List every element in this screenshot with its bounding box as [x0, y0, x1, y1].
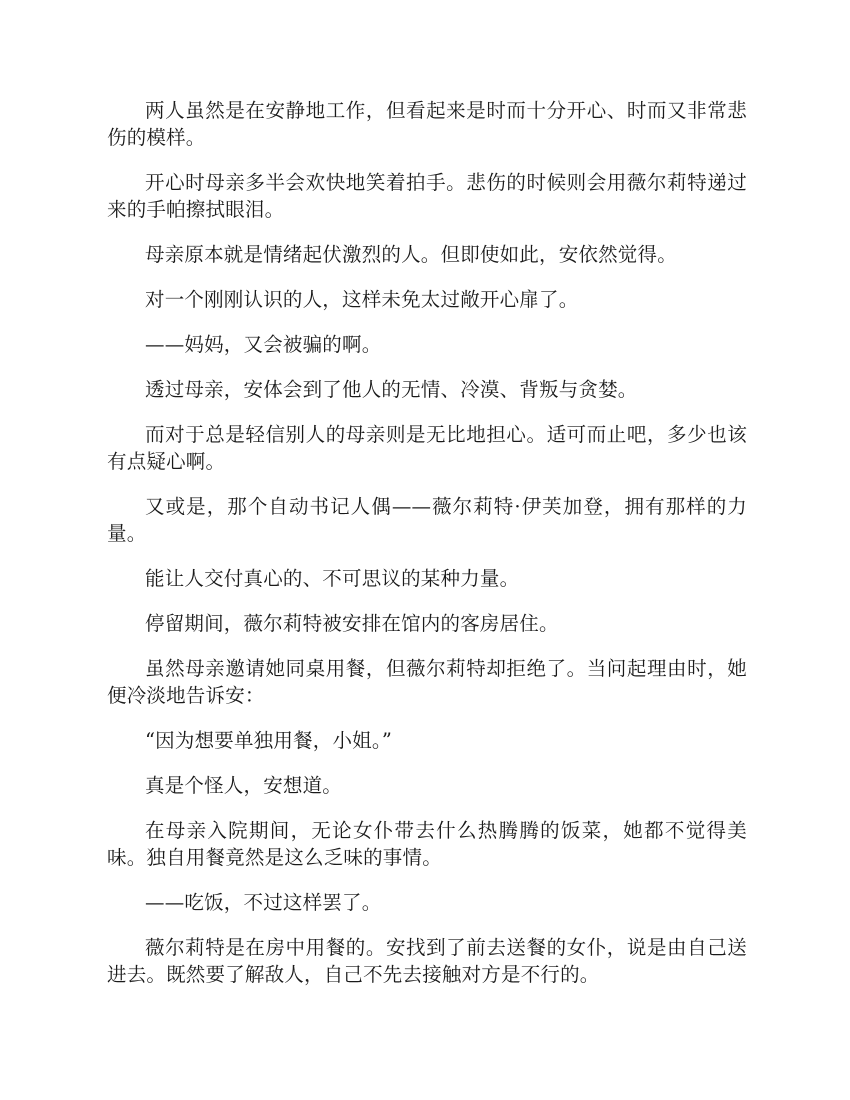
paragraph-8: 又或是，那个自动书记人偶——薇尔莉特·伊芙加登，拥有那样的力量。	[107, 495, 747, 545]
paragraph-6: 透过母亲，安体会到了他人的无情、冷漠、背叛与贪婪。	[145, 378, 638, 401]
document-page	[107, 97, 747, 1006]
paragraph-15: ——吃饭，不过这样罢了。	[145, 891, 382, 914]
paragraph-7: 而对于总是轻信别人的母亲则是无比地担心。适可而止吧，多少也该有点疑心啊。	[107, 423, 747, 473]
paragraph-10: 停留期间，薇尔莉特被安排在馆内的客房居住。	[145, 612, 559, 635]
paragraph-16: 薇尔莉特是在房中用餐的。安找到了前去送餐的女仆，说是由自己送进去。既然要了解敌人，自己不先去接触对方是不行的。	[107, 936, 747, 986]
paragraph-2: 开心时母亲多半会欢快地笑着拍手。悲伤的时候则会用薇尔莉特递过来的手帕擦拭眼泪。	[107, 171, 747, 221]
paragraph-1: 两人虽然是在安静地工作，但看起来是时而十分开心、时而又非常悲伤的模样。	[107, 99, 747, 149]
paragraph-5: ——妈妈，又会被骗的啊。	[145, 333, 382, 356]
paragraph-3: 母亲原本就是情绪起伏激烈的人。但即使如此，安依然觉得。	[145, 243, 677, 266]
paragraph-11: 虽然母亲邀请她同桌用餐，但薇尔莉特却拒绝了。当问起理由时，她便冷淡地告诉安：	[107, 657, 747, 707]
paragraph-4: 对一个刚刚认识的人，这样未免太过敞开心扉了。	[145, 288, 579, 311]
paragraph-14: 在母亲入院期间，无论女仆带去什么热腾腾的饭菜，她都不觉得美味。独自用餐竟然是这么乏味的事情。	[107, 819, 747, 869]
paragraph-9: 能让人交付真心的、不可思议的某种力量。	[145, 567, 520, 590]
paragraph-12: “因为想要单独用餐，小姐。”	[145, 729, 392, 752]
paragraph-13: 真是个怪人，安想道。	[145, 774, 343, 797]
